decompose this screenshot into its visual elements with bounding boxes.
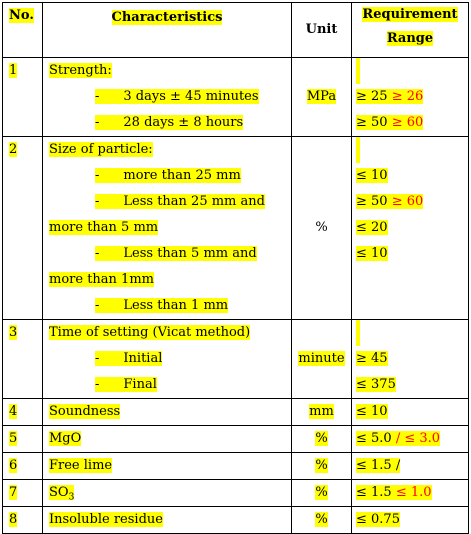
row-title: Soundness xyxy=(49,404,121,419)
unit-value: % xyxy=(315,431,328,446)
row-title-subscript: 3 xyxy=(68,492,75,503)
req-value: ≤ 0.75 xyxy=(356,512,400,527)
req-revised: ≥ 60 xyxy=(391,115,424,130)
dash: - xyxy=(95,377,100,392)
unit-value: % xyxy=(315,458,328,473)
table-row xyxy=(3,320,469,399)
unit-value: MPa xyxy=(306,89,337,104)
sub-item: more than 25 mm xyxy=(123,168,241,183)
req-revised: / ≤ 3.0 xyxy=(395,431,441,446)
dash: - xyxy=(95,298,100,313)
dash: - xyxy=(95,246,100,261)
sub-item: Initial xyxy=(123,351,163,366)
table-row xyxy=(3,426,469,453)
row-title: MgO xyxy=(49,431,82,446)
table-row xyxy=(3,137,469,320)
dash: - xyxy=(95,351,100,366)
dash: - xyxy=(95,168,100,183)
row-number: 7 xyxy=(9,485,18,500)
header-range: Range xyxy=(386,31,434,46)
row-title: Size of particle: xyxy=(49,142,153,157)
dash: - xyxy=(95,194,100,209)
req-revised: ≤ 1.0 xyxy=(395,485,432,500)
row-number: 4 xyxy=(9,404,18,419)
req-value: ≥ 45 xyxy=(356,351,388,366)
row-number: 2 xyxy=(9,142,18,157)
req-value: ≤ 10 xyxy=(356,404,388,419)
sub-item-continued: more than 1mm xyxy=(49,272,154,287)
row-title: SO xyxy=(49,485,69,500)
unit-value: % xyxy=(315,485,328,500)
row-title: Free lime xyxy=(49,458,113,473)
req-value: ≤ 375 xyxy=(356,377,396,392)
table-row xyxy=(3,58,469,137)
row-number: 8 xyxy=(9,512,18,527)
unit-value: % xyxy=(315,512,328,527)
table-row xyxy=(3,399,469,426)
header-no: No. xyxy=(9,8,34,23)
row-number: 3 xyxy=(9,325,18,340)
row-title: Strength: xyxy=(49,63,112,78)
req-value: ≥ 50 xyxy=(356,115,388,130)
sub-item: Less than 5 mm and xyxy=(123,246,257,261)
dash: - xyxy=(95,115,100,130)
table-row xyxy=(3,453,469,480)
req-value: ≥ 25 xyxy=(356,89,388,104)
row-number: 5 xyxy=(9,431,18,446)
table-row xyxy=(3,507,469,534)
header-unit: Unit xyxy=(305,22,338,37)
req-value: ≤ 1.5 xyxy=(356,485,392,500)
sub-item: 28 days ± 8 hours xyxy=(123,115,244,130)
table-row xyxy=(3,480,469,507)
row-number: 1 xyxy=(9,63,18,78)
header-characteristics: Characteristics xyxy=(111,10,223,25)
req-value: ≤ 20 xyxy=(356,220,388,235)
req-value: ≥ 50 xyxy=(356,194,388,209)
unit-value: minute xyxy=(298,351,345,366)
sub-item: Final xyxy=(123,377,157,392)
sub-item-continued: more than 5 mm xyxy=(49,220,159,235)
row-title: Insoluble residue xyxy=(49,512,163,527)
sub-item: Less than 1 mm xyxy=(123,298,229,313)
req-value: ≤ 10 xyxy=(356,168,388,183)
dash: - xyxy=(95,89,100,104)
req-value: ≤ 10 xyxy=(356,246,388,261)
sub-item: Less than 25 mm and xyxy=(123,194,265,209)
unit-value: mm xyxy=(309,404,334,419)
row-title: Time of setting (Vicat method) xyxy=(49,325,251,340)
req-revised: ≥ 26 xyxy=(391,89,424,104)
header-requirement: Requirement xyxy=(362,7,458,22)
header-row xyxy=(3,3,469,58)
row-number: 6 xyxy=(9,458,18,473)
req-revised: ≥ 60 xyxy=(391,194,424,209)
requirements-table xyxy=(2,2,469,534)
sub-item: 3 days ± 45 minutes xyxy=(123,89,259,104)
req-value: ≤ 1.5 / xyxy=(356,458,401,473)
unit-value: % xyxy=(315,220,328,235)
req-value: ≤ 5.0 xyxy=(356,431,392,446)
